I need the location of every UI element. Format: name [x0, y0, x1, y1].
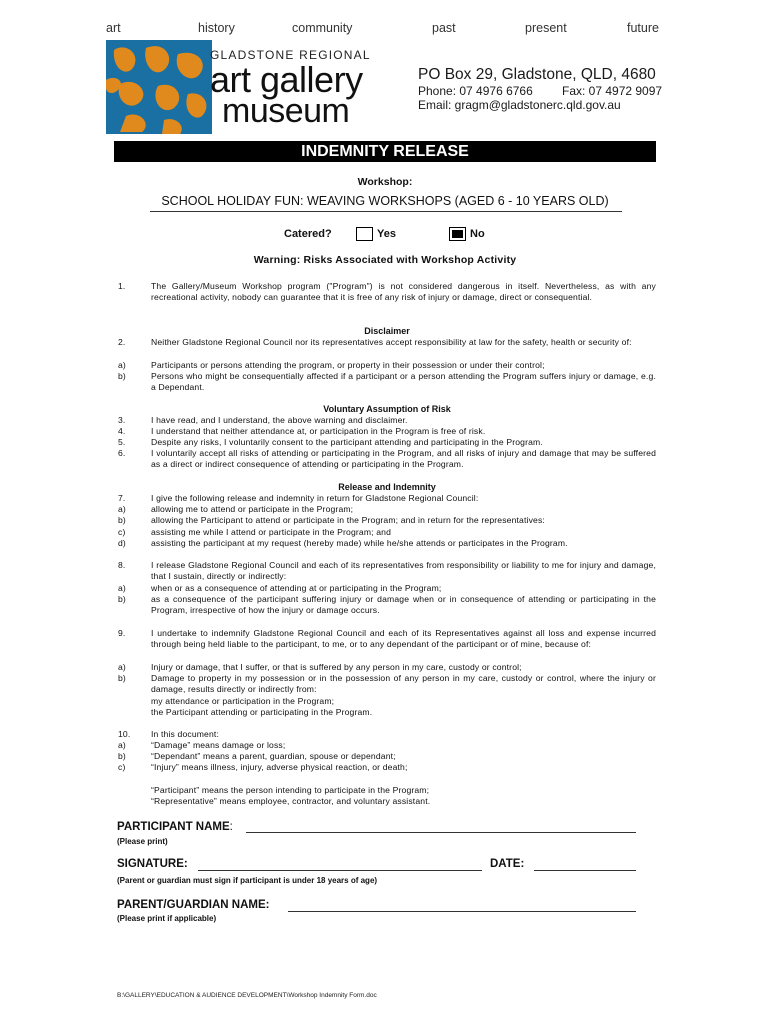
item-text: “Damage” means damage or loss;	[151, 740, 286, 750]
participant-name-label: PARTICIPANT NAME:	[117, 821, 233, 833]
item-number: 3.	[118, 415, 126, 425]
item-number: 2.	[118, 337, 126, 347]
item-text: assisting the participant at my request (hereby made) while he/she attends or participates in the Program.	[151, 538, 568, 548]
item-number: b)	[118, 751, 126, 761]
logo-line3: museum	[222, 92, 350, 130]
item-number: b)	[118, 594, 126, 604]
item-text: allowing the Participant to attend or participate in the Program; and in return for the representatives:	[151, 515, 545, 525]
signature-note: (Parent or guardian must sign if participant is under 18 years of age)	[117, 876, 378, 885]
section-heading-release: Release and Indemnity	[338, 482, 436, 492]
item-text: Damage to property in my possession or in the possession of any person in my care, custody or control, where the injury or damage, results directly or indirectly from:	[151, 673, 656, 695]
nav-future: future	[627, 21, 659, 35]
item-text: I have read, and I understand, the above warning and disclaimer.	[151, 415, 408, 425]
item-text: Despite any risks, I voluntarily consent to the participant attending and participating in the Program.	[151, 437, 543, 447]
item-number: 4.	[118, 426, 126, 436]
item-text: “Participant” means the person intending to participate in the Program;	[151, 785, 430, 795]
workshop-name: SCHOOL HOLIDAY FUN: WEAVING WORKSHOPS (AGED 6 - 10 YEARS OLD)	[161, 194, 609, 208]
item-text: as a consequence of the participant suffering injury or damage when or in consequence of attending or participating in the Program, irrespective of how the injury or damage occurs.	[151, 594, 656, 616]
nav-community: community	[292, 21, 353, 35]
item-text: I release Gladstone Regional Council and each of its representatives from responsibility or liability to me for injury and damage, that I sustain, directly or indirectly:	[151, 560, 656, 582]
item-number: b)	[118, 673, 126, 683]
item-number: d)	[118, 538, 126, 548]
checked-mark-icon	[452, 230, 463, 238]
item-number: 1.	[118, 281, 126, 291]
item-number: a)	[118, 583, 126, 593]
item-text: I give the following release and indemnity in return for Gladstone Regional Council:	[151, 493, 479, 503]
participant-name-field[interactable]	[246, 832, 636, 833]
item-number: a)	[118, 504, 126, 514]
logo-graphic	[106, 40, 216, 136]
parent-guardian-note: (Please print if applicable)	[117, 914, 217, 923]
catered-yes-checkbox[interactable]	[356, 227, 373, 241]
date-field[interactable]	[534, 870, 636, 871]
item-number: 9.	[118, 628, 126, 638]
item-number: b)	[118, 371, 126, 381]
item-text: Neither Gladstone Regional Council nor its representatives accept responsibility at law for the safety, health or security of:	[151, 337, 632, 347]
item-number: 8.	[118, 560, 126, 570]
parent-guardian-field[interactable]	[288, 911, 636, 912]
item-number: 10.	[118, 729, 131, 739]
contact-email: Email: gragm@gladstonerc.qld.gov.au	[418, 98, 621, 112]
workshop-underline	[150, 211, 622, 212]
item-text: In this document:	[151, 729, 219, 739]
signature-field[interactable]	[198, 870, 482, 871]
item-number: a)	[118, 740, 126, 750]
section-heading-disclaimer: Disclaimer	[364, 326, 410, 336]
logo-line2: art gallery	[210, 59, 363, 100]
item-number: a)	[118, 662, 126, 672]
item-number: c)	[118, 527, 126, 537]
item-text: “Injury” means illness, injury, adverse physical reaction, or death;	[151, 762, 408, 772]
catered-no-label: No	[470, 228, 485, 240]
item-number: 6.	[118, 448, 126, 458]
item-number: a)	[118, 360, 126, 370]
nav-history: history	[198, 21, 235, 35]
contact-phone: Phone: 07 4976 6766	[418, 84, 533, 98]
item-text: my attendance or participation in the Program;	[151, 696, 335, 706]
item-text: Participants or persons attending the program, or property in their possession or under their control;	[151, 360, 545, 370]
gallery-logo	[106, 40, 376, 136]
warning-heading: Warning: Risks Associated with Workshop Activity	[253, 254, 517, 266]
item-number: 7.	[118, 493, 126, 503]
item-number: 5.	[118, 437, 126, 447]
catered-label: Catered?	[284, 228, 332, 240]
date-label: DATE:	[490, 858, 525, 870]
item-text: I undertake to indemnify Gladstone Regional Council and each of its Representatives against all loss and expense incurred through being held liable to the participant, to me, or to any dependant of the participant or of mine, because of:	[151, 628, 656, 650]
item-text: I understand that neither attendance at, or participation in the Program is free of risk.	[151, 426, 486, 436]
parent-guardian-label: PARENT/GUARDIAN NAME:	[117, 899, 270, 911]
catered-no-checkbox[interactable]	[449, 227, 466, 241]
item-text: the Participant attending or participating in the Program.	[151, 707, 373, 717]
page-title: INDEMNITY RELEASE	[301, 143, 469, 160]
item-text: “Dependant” means a parent, guardian, spouse or dependant;	[151, 751, 396, 761]
item-text: The Gallery/Museum Workshop program ("Program") is not considered dangerous in itself. Nevertheless, as with any recreational activity, nobody can guarantee that it is free of any risk of injury or damage, direct or consequential.	[151, 281, 656, 303]
footer-file-path: B:\GALLERY\EDUCATION & AUDIENCE DEVELOPMENT\Workshop Indemnity Form.doc	[117, 992, 377, 999]
item-text: Persons who might be consequentially affected if a participant or a person attending the Program suffers injury or damage, e.g. a Dependant.	[151, 371, 656, 393]
workshop-label: Workshop:	[357, 176, 413, 188]
catered-yes-label: Yes	[377, 228, 396, 240]
nav-past: past	[432, 21, 456, 35]
item-text: Injury or damage, that I suffer, or that is suffered by any person in my care, custody or control;	[151, 662, 522, 672]
title-bar	[114, 141, 656, 162]
item-number: c)	[118, 762, 126, 772]
contact-address: PO Box 29, Gladstone, QLD, 4680	[418, 66, 656, 83]
signature-label: SIGNATURE:	[117, 858, 188, 870]
nav-art: art	[106, 21, 121, 35]
contact-fax: Fax: 07 4972 9097	[562, 84, 663, 98]
item-text: when or as a consequence of attending at or participating in the Program;	[151, 583, 442, 593]
item-text: “Representative” means employee, contractor, and voluntary assistant.	[151, 796, 431, 806]
item-text: I voluntarily accept all risks of attending or participating in the Program, and all risks of injury and damage that may be suffered as a direct or indirect consequence of attending or participating in the Program.	[151, 448, 656, 470]
logo-line1: GLADSTONE REGIONAL	[210, 48, 371, 62]
participant-name-note: (Please print)	[117, 837, 168, 846]
item-text: allowing me to attend or participate in the Program;	[151, 504, 354, 514]
section-heading-voluntary: Voluntary Assumption of Risk	[323, 404, 451, 414]
nav-present: present	[525, 21, 567, 35]
item-number: b)	[118, 515, 126, 525]
item-text: assisting me while I attend or participate in the Program; and	[151, 527, 392, 537]
